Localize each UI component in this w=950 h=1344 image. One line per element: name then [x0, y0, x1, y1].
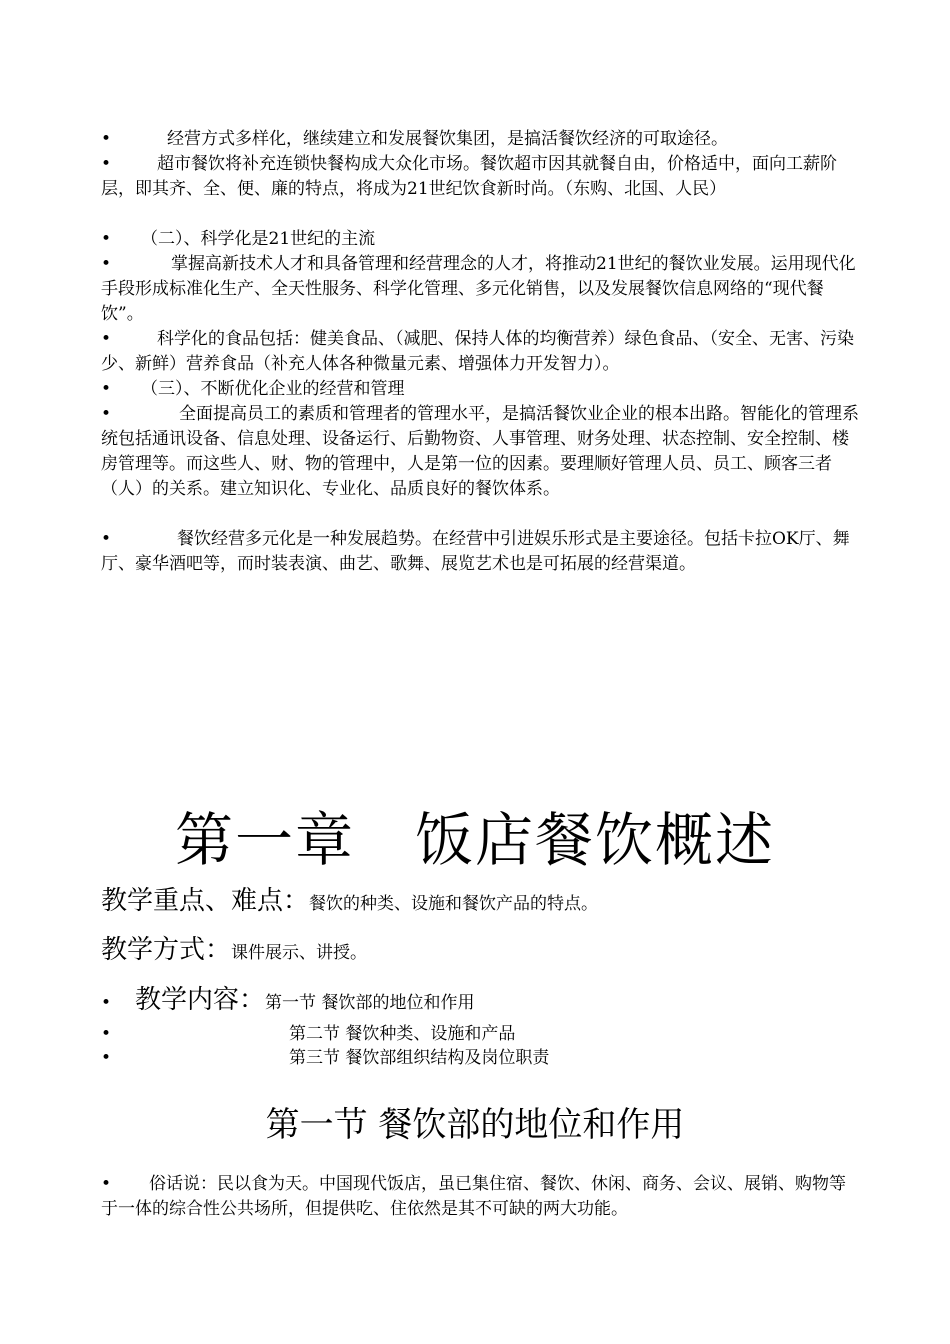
paragraph-text: 俗话说：民以食为天。中国现代饭店，虽已集住宿、餐饮、休闲、商务、会议、展销、购物等于一体的综合性公共场所，但提供吃、住依然是其不可缺的两大功能。 — [101, 1174, 846, 1219]
toc-item-1: 第一节 餐饮部的地位和作用 — [265, 993, 475, 1013]
toc-row-2 — [101, 1022, 515, 1046]
bullet: • — [101, 1024, 112, 1044]
paragraph-heading-scientific — [101, 227, 861, 252]
paragraph-text: 科学化的食品包括：健美食品、（减肥、保持人体的均衡营养）绿色食品、（安全、无害、污染少、新鲜）营养食品（补充人体各种微量元素、增强体力开发智力）。 — [101, 329, 854, 374]
paragraph-talent — [101, 252, 861, 327]
bullet: • — [101, 129, 112, 149]
paragraph-text: 全面提高员工的素质和管理者的管理水平，是搞活餐饮业企业的根本出路。智能化的管理系统包括通讯设备、信息处理、设备运行、后勤物资、人事管理、财务处理、状态控制、安全控制、楼房管理等。而这些人、财、物的管理中，人是第一位的因素。要理顺好管理人员、员工、顾客三者（人）的关系。建立知识化、专业化、品质良好的餐饮体系。 — [101, 404, 859, 499]
paragraph-text: 超市餐饮将补充连锁快餐构成大众化市场。餐饮超市因其就餐自由，价格适中，面向工薪阶层，即其齐、全、便、廉的特点，将成为21世纪饮食新时尚。（东购、北国、人民） — [101, 154, 837, 199]
bullet: • — [101, 993, 112, 1013]
chapter-title — [0, 800, 950, 880]
paragraph-text: 餐饮经营多元化是一种发展趋势。在经营中引进娱乐形式是主要途径。包括卡拉OK厅、舞厅、豪华酒吧等，而时装表演、曲艺、歌舞、展览艺术也是可拓展的经营渠道。 — [101, 529, 850, 574]
paragraph-text: 掌握高新技术人才和具备管理和经营理念的人才，将推动21世纪的餐饮业发展。运用现代化手段形成标准化生产、全天性服务、科学化管理、多元化销售，以及发展餐饮信息网络的“现代餐饮”。 — [101, 254, 856, 324]
bullet: • — [101, 404, 112, 424]
chapter-number: 第一章 — [174, 806, 355, 874]
toc-row-3 — [101, 1046, 549, 1070]
paragraph-diversified-operation — [101, 127, 861, 152]
paragraph-text: （三）、不断优化企业的经营和管理 — [141, 379, 405, 399]
section-title: 第一节 餐饮部的地位和作用 — [265, 1105, 685, 1145]
paragraph-text: （二）、科学化是21世纪的主流 — [141, 229, 376, 249]
paragraph-intro — [101, 1172, 861, 1222]
teaching-method-value: 课件展示、讲授。 — [231, 943, 368, 963]
chapter-name: 饭店餐饮概述 — [415, 806, 776, 874]
paragraph-scientific-food — [101, 327, 861, 377]
bullet: • — [101, 1174, 112, 1194]
teaching-content — [101, 980, 474, 1023]
toc-item-2: 第二节 餐饮种类、设施和产品 — [289, 1024, 516, 1044]
teaching-content-label: 教学内容： — [135, 985, 266, 1015]
bullet: • — [101, 529, 112, 549]
paragraph-heading-optimize — [101, 377, 861, 402]
bullet: • — [101, 154, 112, 174]
paragraph-text: 经营方式多样化，继续建立和发展餐饮集团，是搞活餐饮经济的可取途径。 — [167, 129, 728, 149]
bullet: • — [101, 254, 112, 274]
key-points — [101, 881, 598, 924]
bullet: • — [101, 229, 112, 249]
bullet: • — [101, 329, 112, 349]
paragraph-supermarket-dining — [101, 152, 861, 202]
paragraph-staff-quality — [101, 402, 861, 502]
teaching-method-label: 教学方式： — [101, 935, 232, 965]
toc-item-3: 第三节 餐饮部组织结构及岗位职责 — [289, 1048, 550, 1068]
bullet: • — [101, 1048, 112, 1068]
key-points-label: 教学重点、难点： — [101, 886, 310, 916]
key-points-value: 餐饮的种类、设施和餐饮产品的特点。 — [309, 894, 599, 914]
teaching-method — [101, 930, 367, 973]
paragraph-diversification — [101, 527, 861, 577]
bullet: • — [101, 379, 112, 399]
